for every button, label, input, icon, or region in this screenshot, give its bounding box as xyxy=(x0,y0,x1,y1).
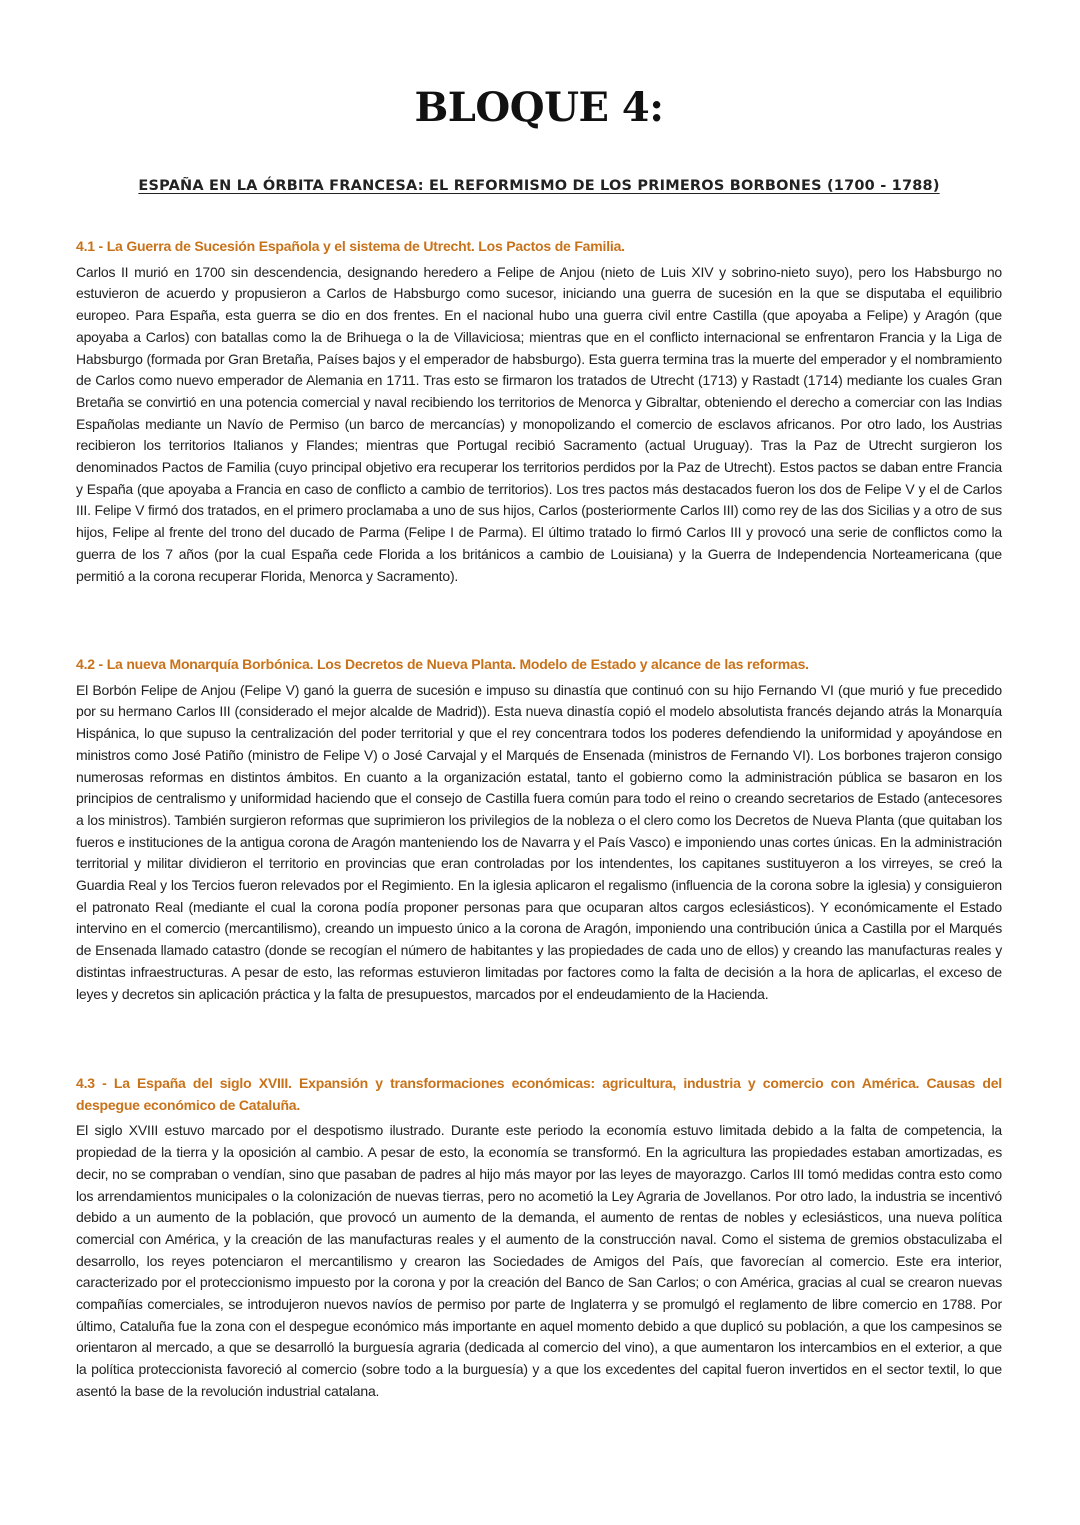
section-4-2 xyxy=(76,654,1002,1005)
section-heading: 4.3 - La España del siglo XVIII. Expansión y transformaciones económicas: agricultura, industria y comercio con América. Causas del despegue económico de Cataluña. xyxy=(76,1075,1002,1113)
section-body: Carlos II murió en 1700 sin descendencia, designando heredero a Felipe de Anjou (nieto de Luis XIV y sobrino-nieto suyo), pero los Habsburgo no estuvieron de acuerdo y propusieron a Carlos de Habsburgo como sucesor, iniciando una guerra de sucesión en la que se disputaba el equilibrio europeo. Para España, esta guerra se dio en dos frentes. En el nacional hubo una guerra civil entre Castilla (que apoyaba a Felipe) y Aragón (que apoyaba a Carlos) con batallas como la de Brihuega o la de Villaviciosa; mientras que en el conflicto internacional se enfrentaron Francia y la Liga de Habsburgo (formada por Gran Bretaña, Países bajos y el emperador de habsburgo). Esta guerra termina tras la muerte del emperador y el nombramiento de Carlos como nuevo emperador de Alemania en 1711. Tras esto se firmaron los tratados de Utrecht (1713) y Rastadt (1714) mediante los cuales Gran Bretaña se convirtió en una potencia comercial y naval recibiendo los territorios de Menorca y Gibraltar, obteniendo el derecho a comerciar con las Indias Españolas mediante un Navío de Permiso (un barco de mercancías) y monopolizando el comercio de esclavos africanos. Por otro lado, los Austrias recibieron los territorios Italianos y Flandes; mientras que Portugal recibió Sacramento (actual Uruguay). Tras la Paz de Utrecht surgieron los denominados Pactos de Familia (cuyo principal objetivo era recuperar los territorios perdidos por la Paz de Utrecht). Estos pactos se daban entre Francia y España (que apoyaba a Francia en caso de conflicto a cambio de territorios). Los tres pactos más destacados fueron los dos de Felipe V y el de Carlos III. Felipe V firmó dos tratados, en el primero proclamaba a uno de sus hijos, Carlos (posteriormente Carlos III) como rey de las dos Sicilias y a otro de sus hijos, Felipe al frente del trono del ducado de Parma (Felipe I de Parma). El último tratado lo firmó Carlos III y provocó una serie de conflictos como la guerra de los 7 años (por la cual España cede Florida a los británicos a cambio de Louisiana) y la Guerra de Independencia Norteamericana (que permitió a la corona recuperar Florida, Menorca y Sacramento). xyxy=(76,263,1002,584)
page-subtitle: ESPAÑA EN LA ÓRBITA FRANCESA: EL REFORMISMO DE LOS PRIMEROS BORBONES (1700 - 1788) xyxy=(138,178,940,194)
page-title: BLOQUE 4: xyxy=(414,84,664,131)
section-heading: 4.1 - La Guerra de Sucesión Española y el sistema de Utrecht. Los Pactos de Familia. xyxy=(76,238,625,254)
section-body: El Borbón Felipe de Anjou (Felipe V) ganó la guerra de sucesión e impuso su dinastía que continuó con su hijo Fernando VI (que murió y fue precedido por su hermano Carlos III (considerado el mejor alcalde de Madrid)). Esta nueva dinastía copió el modelo absolutista francés dejando atrás la Monarquía Hispánica, lo que supuso la centralización del poder territorial y que el rey concentrara todos los poderes defendiendo la uniformidad y apoyándose en ministros como José Patiño (ministro de Felipe V) o José Carvajal y el Marqués de Ensenada (ministros de Fernando VI). Los borbones trajeron consigo numerosas reformas en distintos ámbitos. En cuanto a la organización estatal, tanto el gobierno como la administración pública se basaron en los principios de centralismo y uniformidad haciendo que el consejo de Castilla fuera común para todo el reino o creando secretarios de Estado (antecesores a los ministros). También surgieron reformas que suprimieron los privilegios de la nobleza o el clero como los Decretos de Nueva Planta (que quitaban los fueros e instituciones de la antigua corona de Aragón manteniendo los de Navarra y el País Vasco) e imponiendo unas cortes únicas. En la administración territorial y militar dividieron el territorio en provincias que eran controladas por los intendentes, los capitanes sustituyeron a los virreyes, se creó la Guardia Real y los Tercios fueron relevados por el Regimiento. En la iglesia aplicaron el regalismo (influencia de la corona sobre la iglesia) y consiguieron el patronato Real (mediante el cual la corona podía proponer personas para que ocuparan altos cargos eclesiásticos). Y económicamente el Estado intervino en el comercio (mercantilismo), creando un impuesto único a la corona de Aragón, imponiendo una contribución única a Castilla por el Marqués de Ensenada llamado catastro (donde se recogían el número de habitantes y las propiedades de cada uno de ellos) y creando las manufacturas reales y distintas infraestructuras. A pesar de esto, las reformas estuvieron limitadas por factores como la falta de decisión a la hora de aplicarlas, el exceso de leyes y decretos sin aplicación práctica y la falta de presupuestos, marcados por el endeudamiento de la Hacienda. xyxy=(76,681,1002,1002)
section-4-1 xyxy=(76,236,1002,587)
section-4-3 xyxy=(76,1073,1002,1403)
section-body: El siglo XVIII estuvo marcado por el despotismo ilustrado. Durante este periodo la economía estuvo limitada debido a la falta de competencia, la propiedad de la tierra y la oposición al cambio. A pesar de esto, la economía se transformó. En la agricultura las propiedades estaban amortizadas, es decir, no se compraban o vendían, sino que pasaban de padres al hijo más mayor por las leyes de mayorazgo. Carlos III tomó medidas contra esto como los arrendamientos municipales o la colonización de nuevas tierras, pero no acometió la Ley Agraria de Jovellanos. Por otro lado, la industria se incentivó debido a un aumento de la población, que provocó un aumento de la demanda, el aumento de rentas de nobles y eclesiásticos, una nueva política comercial con América, y la creación de las manufacturas reales y el aumento de la construcción naval. Como el sistema de gremios obstaculizaba el desarrollo, los reyes potenciaron el mercantilismo y crearon las Sociedades de Amigos del País, que favorecían al comercio. Este era interior, caracterizado por el proteccionismo impuesto por la corona y por la creación del Banco de San Carlos; o con América, gracias al cual se crearon nuevas compañías comerciales, se introdujeron nuevos navíos de permiso por parte de Inglaterra y se promulgó el reglamento de libre comercio en 1788. Por último, Cataluña fue la zona con el despegue económico más importante en aquel momento debido a que duplicó su población, a que los campesinos se orientaron al mercado, a que se desarrolló la burguesía agraria (dedicada al comercio del vino), a que aumentaron los intercambios en el exterior, a que la política proteccionista favoreció al comercio (sobre todo a la burguesía) y a que los excedentes del capital fueron invertidos en el sector textil, lo que asentó la base de la revolución industrial catalana. xyxy=(76,1122,1002,1399)
section-heading: 4.2 - La nueva Monarquía Borbónica. Los Decretos de Nueva Planta. Modelo de Estado y alcance de las reformas. xyxy=(76,656,809,672)
